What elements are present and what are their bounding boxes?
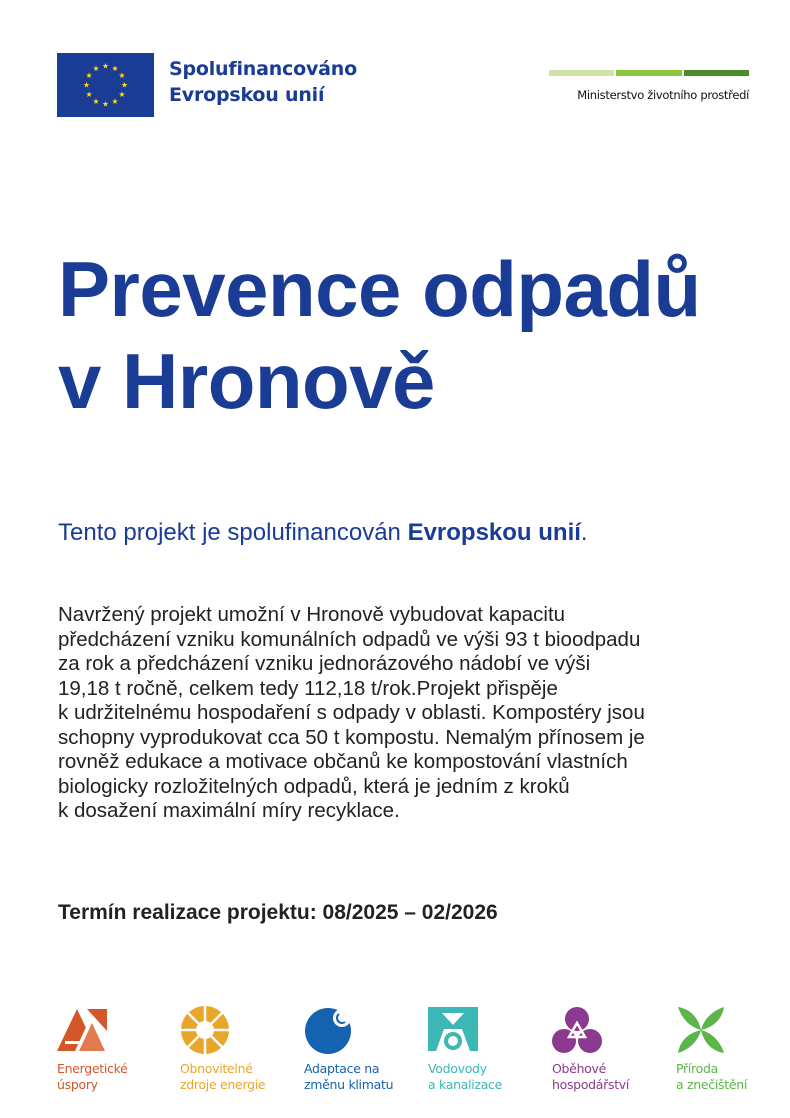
ministry-name: Ministerstvo životního prostředí xyxy=(577,88,749,102)
climate-adaptation-icon xyxy=(304,1005,354,1055)
description-line: k udržitelnému hospodaření s odpady v oblasti. Kompostéry jsou xyxy=(58,701,645,724)
category-renewable-energy xyxy=(180,1005,310,1093)
category-circular-economy xyxy=(552,1005,682,1093)
renewable-energy-icon xyxy=(180,1005,230,1055)
category-water-sewage xyxy=(428,1005,558,1093)
title-line1: Prevence odpadů xyxy=(58,245,701,333)
category-label-line1: Obnovitelné xyxy=(180,1061,253,1076)
category-label-line1: Oběhové xyxy=(552,1061,607,1076)
eu-flag-icon xyxy=(57,53,154,117)
cofunding-bold: Evropskou unií xyxy=(407,519,581,546)
ministry-bar-dark xyxy=(684,70,749,76)
category-label-line1: Adaptace na xyxy=(304,1061,380,1076)
description-line: rovněž edukace a motivace občanů ke kompostování vlastních xyxy=(58,750,628,773)
category-label-line2: a znečištění xyxy=(676,1077,748,1092)
ministry-bar-light xyxy=(549,70,614,76)
description-line: biologicky rozložitelných odpadů, která je jedním z kroků xyxy=(58,774,570,798)
category-label-line1: Energetické xyxy=(57,1061,128,1076)
category-label xyxy=(552,1061,682,1093)
category-climate-adaptation xyxy=(304,1005,434,1093)
title-line2: v Hronově xyxy=(58,337,435,425)
description-line: 19,18 t ročně, celkem tedy 112,18 t/rok.Projekt přispěje xyxy=(58,676,558,700)
description-line: k dosažení maximální míry recyklace. xyxy=(58,799,400,822)
category-label-line1: Příroda xyxy=(676,1061,718,1076)
ministry-bar-medium xyxy=(616,70,681,76)
cofunding-prefix: Tento projekt je spolufinancován xyxy=(58,519,408,546)
category-label-line2: zdroje energie xyxy=(180,1077,266,1092)
category-label xyxy=(304,1061,434,1093)
category-label-line2: úspory xyxy=(57,1077,98,1092)
category-label xyxy=(428,1061,558,1093)
category-label xyxy=(676,1061,790,1093)
realization-term: Termín realizace projektu: 08/2025 – 02/2026 xyxy=(58,901,498,924)
ministry-logo xyxy=(549,70,749,102)
description-line: za rok a předcházení vzniku jednorázového nádobí ve výši xyxy=(58,652,591,675)
category-nature-pollution xyxy=(676,1005,790,1093)
eu-cofunding-label xyxy=(169,56,357,108)
category-label-line2: změnu klimatu xyxy=(304,1077,394,1092)
nature-pollution-icon xyxy=(676,1005,726,1055)
description-line: schopny vyprodukovat cca 50 t kompostu. Nemalým přínosem je xyxy=(58,725,645,749)
category-energy-savings xyxy=(57,1005,187,1093)
page-title xyxy=(58,243,701,427)
ministry-color-bars xyxy=(549,70,749,76)
project-description xyxy=(58,603,758,824)
category-label xyxy=(180,1061,310,1093)
cofunding-suffix: . xyxy=(580,519,588,546)
category-label xyxy=(57,1061,187,1093)
category-label-line2: a kanalizace xyxy=(428,1077,503,1092)
description-line: Navržený projekt umožní v Hronově vybudovat kapacitu xyxy=(58,603,566,626)
category-label-line2: hospodářství xyxy=(552,1077,630,1092)
circular-economy-icon xyxy=(552,1005,602,1055)
category-label-line1: Vodovody xyxy=(428,1061,487,1076)
description-line: předcházení vzniku komunálních odpadů ve výši 93 t bioodpadu xyxy=(58,627,641,651)
water-sewage-icon xyxy=(428,1005,478,1055)
cofunding-statement xyxy=(58,517,588,549)
energy-savings-icon xyxy=(57,1005,107,1055)
eu-label-line2: Evropskou unií xyxy=(169,84,325,106)
eu-label-line1: Spolufinancováno xyxy=(169,58,357,80)
